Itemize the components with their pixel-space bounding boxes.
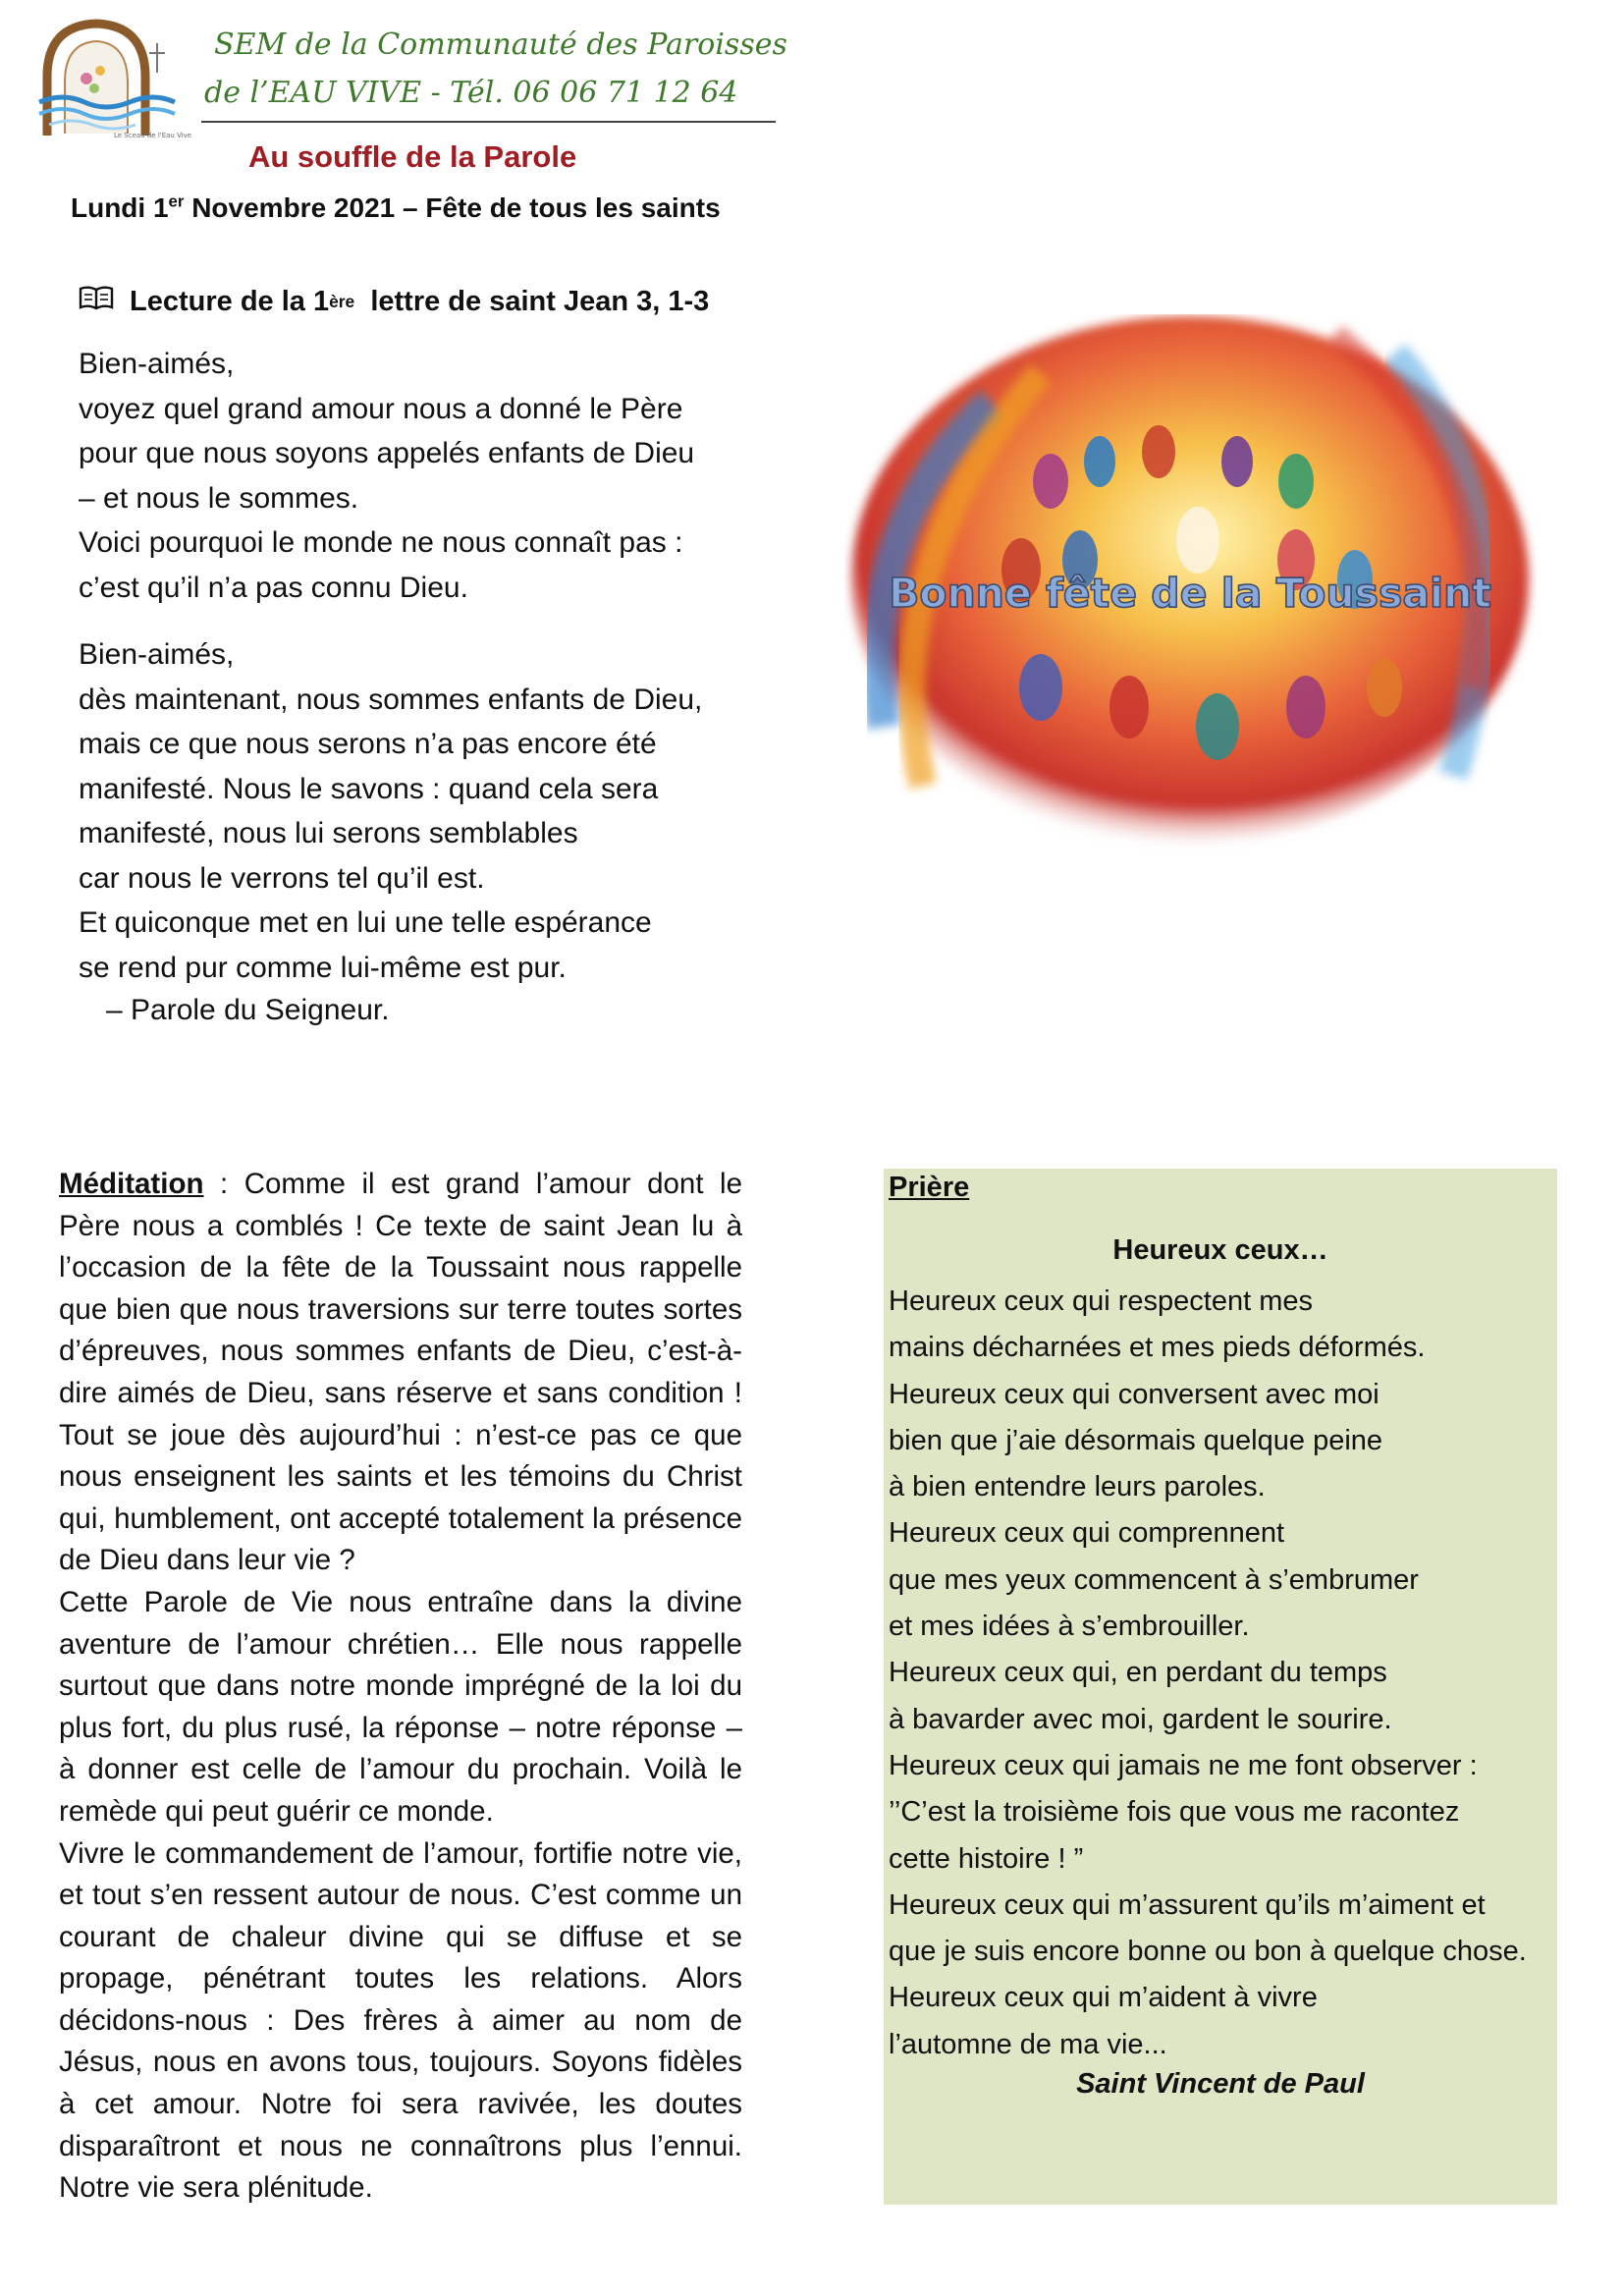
- org-line-2: de l’EAU VIVE - Tél. 06 06 71 12 64: [204, 76, 738, 110]
- reading-line: voyez quel grand amour nous a donné le Père: [79, 392, 683, 425]
- prayer-line: Heureux ceux qui m’assurent qu’ils m’aiment et: [889, 1888, 1486, 1921]
- date-line: Lundi 1er Novembre 2021 – Fête de tous les saints: [71, 191, 721, 223]
- prayer-line: à bien entendre leurs paroles.: [889, 1471, 1266, 1503]
- reading-line: Et quiconque met en lui une telle espérance: [79, 906, 652, 939]
- reading-line: se rend pur comme lui-même est pur.: [79, 951, 567, 984]
- header-rule: [201, 121, 776, 123]
- prayer-author: Saint Vincent de Paul: [1076, 2068, 1365, 2100]
- reading-line: manifesté, nous lui serons semblables: [79, 817, 578, 849]
- open-book-icon: [79, 285, 114, 318]
- prayer-line: que je suis encore bonne ou bon à quelque chose.: [889, 1936, 1527, 1968]
- org-line-1: SEM de la Communauté des Paroisses: [214, 27, 787, 62]
- prayer-line: cette histoire ! ”: [889, 1842, 1084, 1875]
- reading-line: Bien-aimés,: [79, 638, 235, 671]
- reading-closing: – Parole du Seigneur.: [106, 994, 390, 1026]
- prayer-line: à bavarder avec moi, gardent le sourire.: [889, 1703, 1392, 1735]
- section-title: Au souffle de la Parole: [248, 139, 577, 174]
- prayer-line: mains décharnées et mes pieds déformés.: [889, 1332, 1426, 1364]
- prayer-line: ’’C’est la troisième fois que vous me racontez: [889, 1796, 1460, 1829]
- reading-paragraph-2: [79, 632, 702, 990]
- reading-paragraph-1: [79, 342, 694, 610]
- reading-line: c’est qu’il n’a pas connu Dieu.: [79, 571, 468, 604]
- reading-line: manifesté. Nous le savons : quand cela sera: [79, 772, 659, 805]
- reading-line: Bien-aimés,: [79, 348, 235, 380]
- prayer-line: l’automne de ma vie...: [889, 2028, 1167, 2060]
- reading-line: dès maintenant, nous sommes enfants de Dieu,: [79, 683, 703, 716]
- parish-logo: [35, 18, 192, 140]
- prayer-line: bien que j’aie désormais quelque peine: [889, 1424, 1383, 1456]
- prayer-line: Heureux ceux qui, en perdant du temps: [889, 1657, 1387, 1689]
- logo-caption: Le Sceau de l'Eau Vive: [114, 132, 192, 139]
- prayer-line: Heureux ceux qui m’aident à vivre: [889, 1982, 1318, 2014]
- meditation-text: Méditation : Comme il est grand l’amour dont le Père nous a comblés ! Ce texte de saint Jean lu à l’occasion de la fête de la Toussaint nous rappelle que bien que nous traversions sur terre toutes sortes d’épreuves, nous sommes enfants de Dieu, c’est-à-dire aimés de Dieu, sans réserve et sans condition ! Tout se joue dès aujourd’hui : n’est-ce pas ce que nous enseignent les saints et les témoins du Christ qui, humblement, ont accepté totalement la présence de Dieu dans leur vie ? Cette Parole de Vie nous entraîne dans la divine aventure de l’amour chrétien… Elle nous rappelle surtout que dans notre monde imprégné de la loi du plus fort, du plus rusé, la réponse – notre réponse – à donner est celle de l’amour du prochain. Voilà le remède qui peut guérir ce monde. Vivre le commandement de l’amour, fortifie notre vie, et tout s’en ressent autour de nous. C’est comme un courant de chaleur divine qui se diffuse et se propage, pénétrant toutes les relations. Alors décidons-nous : Des frères à aimer au nom de Jésus, nous en avons tous, toujours. Soyons fidèles à cet amour. Notre foi sera ravivée, les doutes disparaîtront et nous ne connaîtrons plus l’ennui. Notre vie sera plénitude.: [59, 1168, 742, 2205]
- prayer-line: Heureux ceux qui jamais ne me font observer :: [889, 1749, 1478, 1781]
- reading-line: mais ce que nous serons n’a pas encore été: [79, 728, 657, 760]
- prayer-line: Heureux ceux qui conversent avec moi: [889, 1378, 1380, 1410]
- prayer-line: Heureux ceux qui comprennent: [889, 1517, 1285, 1550]
- prayer-title: Heureux ceux…: [1112, 1234, 1328, 1266]
- meditation-label: Méditation: [59, 1168, 204, 1200]
- prayer-text: [889, 1279, 1527, 2068]
- reading-line: pour que nous soyons appelés enfants de Dieu: [79, 437, 695, 469]
- reading-title: Lecture de la 1 ère lettre de saint Jean 3, 1-3: [79, 285, 709, 318]
- prayer-label: Prière: [889, 1172, 970, 1203]
- reading-line: car nous le verrons tel qu’il est.: [79, 861, 485, 895]
- prayer-line: et mes idées à s’embrouiller.: [889, 1611, 1250, 1643]
- toussaint-painting: [844, 314, 1537, 854]
- prayer-line: que mes yeux commencent à s’embrumer: [889, 1563, 1419, 1596]
- reading-line: Voici pourquoi le monde ne nous connaît pas :: [79, 526, 683, 559]
- painting-caption: Bonne fête de la Toussaint: [889, 570, 1491, 617]
- prayer-line: Heureux ceux qui respectent mes: [889, 1285, 1313, 1317]
- reading-line: – et nous le sommes.: [79, 481, 359, 515]
